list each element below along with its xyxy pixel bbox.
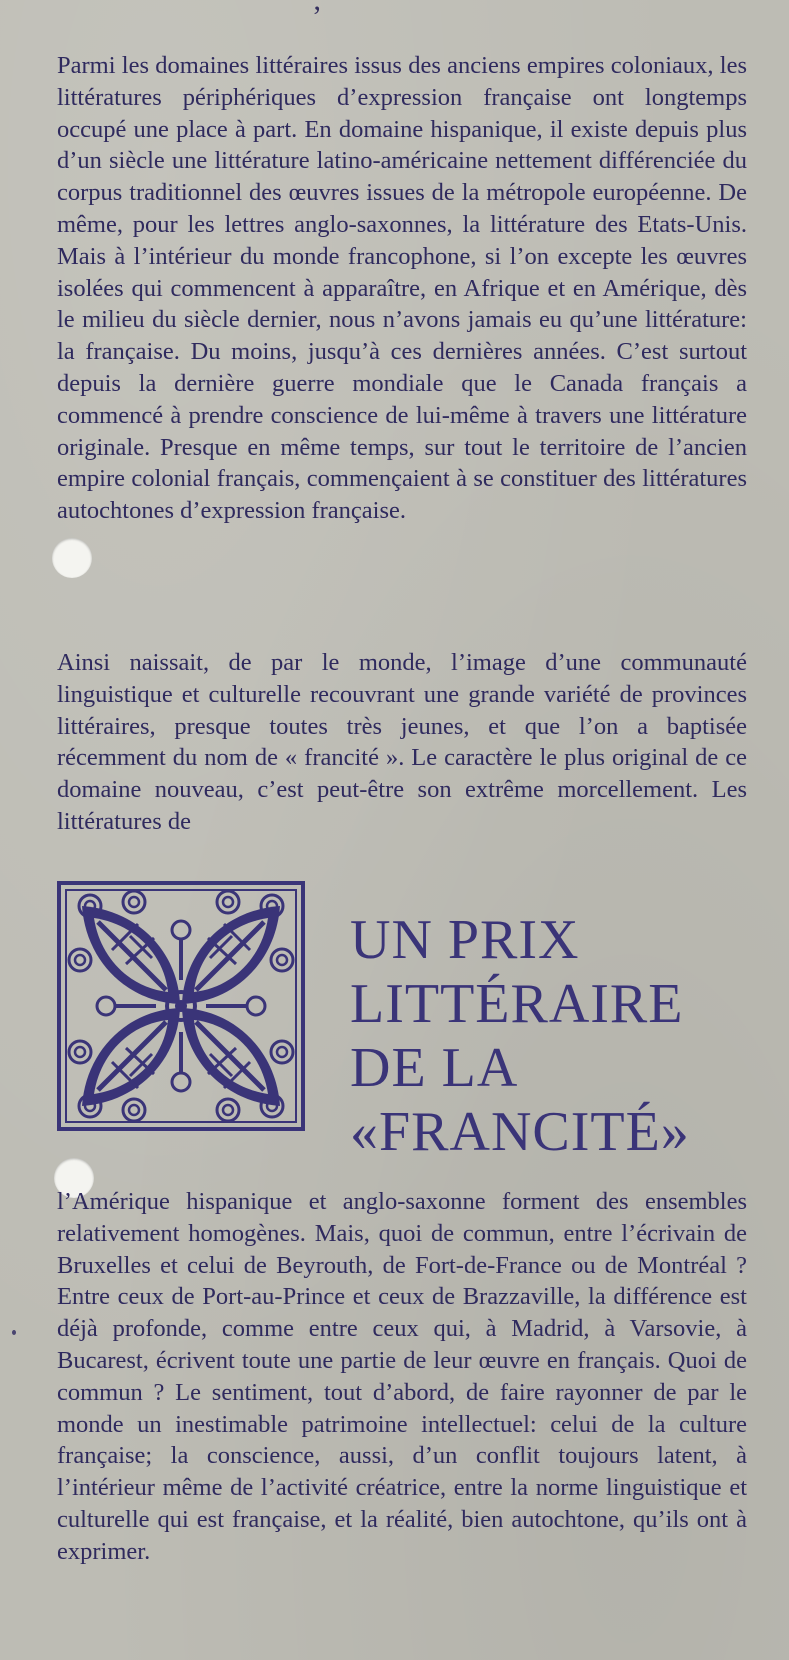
article-paragraph-2: Ainsi naissait, de par le monde, l’image d’une communauté linguistique et culturelle recouvrant une grande variété de provinces littéraires, presque toutes très jeunes, et que l’on a baptisée récemment du nom de « francité ». Le caractère le plus original de ce domaine nouveau, c’est peut-être son extrême morcellement. Les littératures de [57, 649, 747, 835]
headline-line-3: DE LA [350, 1036, 519, 1099]
headline [350, 908, 770, 1164]
tick-mark-icon: ’ [312, 0, 322, 33]
article-paragraph-1: Parmi les domaines littéraires issus des anciens empires coloniaux, les littératures périphériques d’expression française ont longtemps occupé une place à part. En domaine hispanique, il existe depuis plus d’un siècle une littérature latino-américaine nettement différenciée du corpus traditionnel des œuvres issues de la métropole européenne. De même, pour les lettres anglo-saxonnes, la littérature des Etats-Unis. Mais à l’intérieur du monde francophone, si l’on excepte les œuvres isolées qui commencent à apparaître, en Afrique et en Amérique, dès le milieu du siècle dernier, nous n’avons jamais eu qu’une littérature: la française. Du moins, jusqu’à ces dernières années. C’est surtout depuis la dernière guerre mondiale que le Canada français a commencé à prendre conscience de lui-même à travers une littérature originale. Presque en même temps, sur tout le territoire de l’ancien empire colonial français, commençaient à se constituer des littératures autochtones d’expression française. [57, 52, 747, 525]
ink-speck [12, 1330, 16, 1335]
headline-line-2: LITTÉRAIRE [350, 972, 684, 1035]
headline-line-4: «FRANCITÉ» [350, 1100, 690, 1163]
celtic-knot-ornament-icon [56, 880, 306, 1132]
headline-line-1: UN PRIX [350, 908, 580, 971]
punch-hole [52, 538, 92, 578]
article-paragraph-3: l’Amérique hispanique et anglo-saxonne forment des ensembles relativement homogènes. Mais, quoi de commun, entre l’écrivain de Bruxelles et celui de Beyrouth, de Fort-de-France ou de Montréal ? Entre ceux de Port-au-Prince et ceux de Brazzaville, la différence est déjà profonde, comme entre ceux qui, à Madrid, à Varsovie, à Bucarest, écrivent toute une partie de leur œuvre en français. Quoi de commun ? Le sentiment, tout d’abord, de faire rayonner de par le monde un inestimable patrimoine intellectuel: celui de la culture française; la conscience, aussi, d’un conflit toujours latent, à l’intérieur même de l’activité créatrice, entre la norme linguistique et culturelle qui est française, et la réalité, bien autochtone, qu’ils ont à exprimer. [57, 1188, 747, 1565]
